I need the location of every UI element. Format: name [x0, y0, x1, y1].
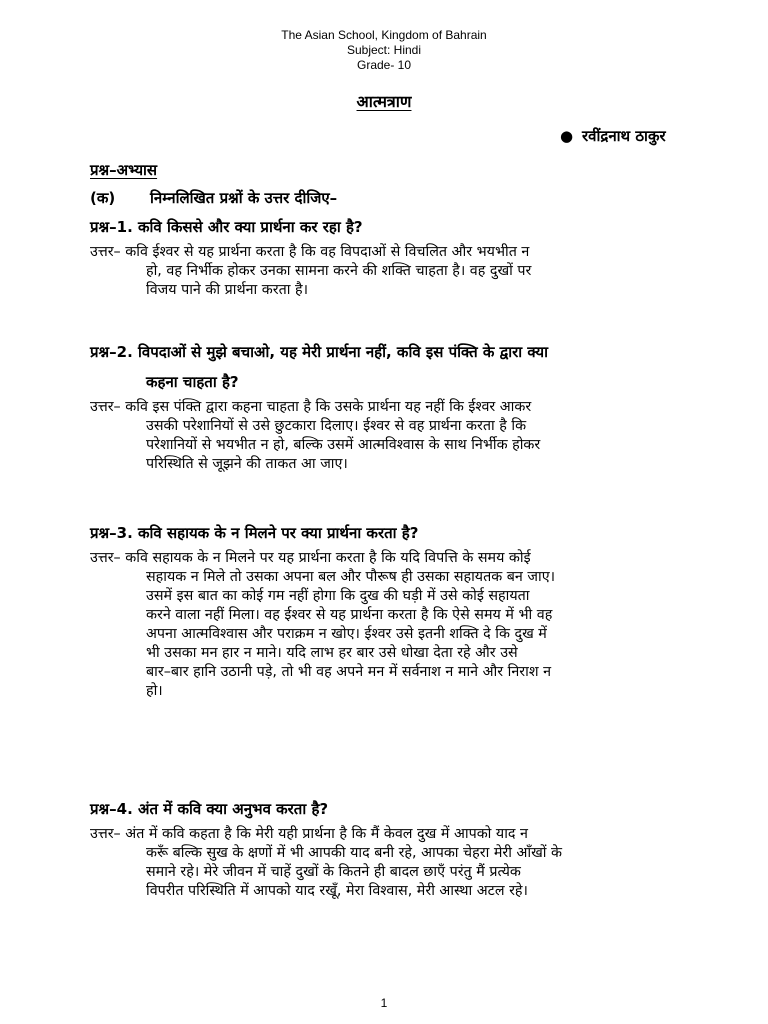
question — [90, 518, 690, 548]
question-block — [90, 794, 690, 900]
answer-label: उत्तर– — [90, 826, 121, 842]
question-line: कहना चाहता है? — [146, 373, 239, 391]
school-name: The Asian School, Kingdom of Bahrain — [281, 28, 487, 42]
page-number: 1 — [380, 996, 388, 1010]
question-block — [90, 518, 690, 700]
answer-line: अपना आत्मविश्वास और पराक्रम न खोए। ईश्वर उसे इतनी शक्ति दे कि दुख में — [146, 626, 547, 642]
answer-label: उत्तर– — [90, 550, 121, 566]
document-header — [0, 28, 768, 73]
question-line: प्रश्न–2. विपदाओं से मुझे बचाओ, यह मेरी प्रार्थना नहीं, कवि इस पंक्ति के द्वारा क्या — [90, 343, 548, 361]
answer-line: करूँ बल्कि सुख के क्षणों में भी आपकी याद बनी रहे, आपका चेहरा मेरी आँखों के — [146, 845, 562, 861]
question-label: प्रश्न–3. — [90, 524, 133, 542]
answer — [90, 548, 690, 700]
section-heading: प्रश्न–अभ्यास — [90, 161, 158, 179]
answer-line: उसकी परेशानियों से उसे छुटकारा दिलाए। ईश्वर से वह प्रार्थना करता है कि — [146, 418, 527, 434]
bullet-icon: ● — [560, 127, 574, 145]
question — [90, 212, 690, 242]
answer-line: हो, वह निर्भीक होकर उनका सामना करने की शक्ति चाहता है। वह दुखों पर — [146, 263, 532, 279]
answer — [90, 824, 690, 900]
instruction-line — [90, 188, 337, 208]
question-block — [90, 337, 690, 473]
answer-line: उत्तर– कवि इस पंक्ति द्वारा कहना चाहता है कि उसके प्रार्थना यह नहीं कि ईश्वर आकर — [90, 399, 532, 415]
answer-line: बार–बार हानि उठानी पड़े, तो भी वह अपने मन में सर्वनाश न माने और निराश न — [146, 664, 552, 680]
question-label: प्रश्न–2. — [90, 343, 133, 361]
author-name: रवींद्रनाथ ठाकुर — [582, 127, 666, 145]
answer-line: सहायक न मिले तो उसका अपना बल और पौरूष ही उसका सहायतक बन जाए। — [146, 569, 556, 585]
author-line — [560, 126, 666, 146]
answer-line: विपरीत परिस्थिति में आपको याद रखूँ, मेरा विश्वास, मेरी आस्था अटल रहे। — [146, 883, 528, 899]
answer-line: परेशानियों से भयभीत न हो, बल्कि उसमें आत्मविश्वास के साथ निर्भीक होकर — [146, 437, 541, 453]
question-block — [90, 212, 690, 299]
grade-line: Grade- 10 — [356, 58, 412, 72]
instruction-marker: (क) — [90, 189, 116, 207]
answer-line: उत्तर– कवि ईश्वर से यह प्रार्थना करता है कि वह विपदाओं से विचलित और भयभीत न — [90, 244, 530, 260]
answer-line: विजय पाने की प्रार्थना करता है। — [146, 282, 309, 298]
question-text: कवि सहायक के न मिलने पर क्या प्रार्थना करता है? — [138, 524, 419, 542]
question — [90, 794, 690, 824]
answer-line: हो। — [146, 683, 163, 699]
question-text: कवि किससे और क्या प्रार्थना कर रहा है? — [138, 218, 363, 236]
answer-label: उत्तर– — [90, 244, 121, 260]
answer-line: उत्तर– कवि सहायक के न मिलने पर यह प्रार्थना करता है कि यदि विपत्ति के समय कोई — [90, 550, 531, 566]
question-label: प्रश्न–4. — [90, 800, 133, 818]
question — [90, 337, 690, 397]
answer-line: परिस्थिति से जूझने की ताकत आ जाए। — [146, 456, 348, 472]
answer-line: करने वाला नहीं मिला। वह ईश्वर से यह प्रार्थना करता है कि ऐसे समय में भी वह — [146, 607, 553, 623]
answer — [90, 397, 690, 473]
question-label: प्रश्न–1. — [90, 218, 133, 236]
answer-line: भी उसका मन हार न माने। यदि लाभ हर बार उसे धोखा देता रहे और उसे — [146, 645, 518, 661]
subject-line: Subject: Hindi — [346, 43, 422, 57]
answer-label: उत्तर– — [90, 399, 121, 415]
instruction-text: निम्नलिखित प्रश्नों के उत्तर दीजिए– — [150, 189, 338, 207]
lesson-title: आत्मत्राण — [356, 92, 412, 111]
answer-line: उत्तर– अंत में कवि कहता है कि मेरी यही प्रार्थना है कि मैं केवल दुख में आपको याद न — [90, 826, 528, 842]
answer — [90, 242, 690, 299]
question-text: अंत में कवि क्या अनुभव करता है? — [138, 800, 329, 818]
answer-line: समाने रहे। मेरे जीवन में चाहें दुखों के कितने ही बादल छाएँ परंतु मैं प्रत्येक — [146, 864, 521, 880]
answer-line: उसमें इस बात का कोई गम नहीं होगा कि दुख की घड़ी में उसे कोई सहायता — [146, 588, 530, 604]
